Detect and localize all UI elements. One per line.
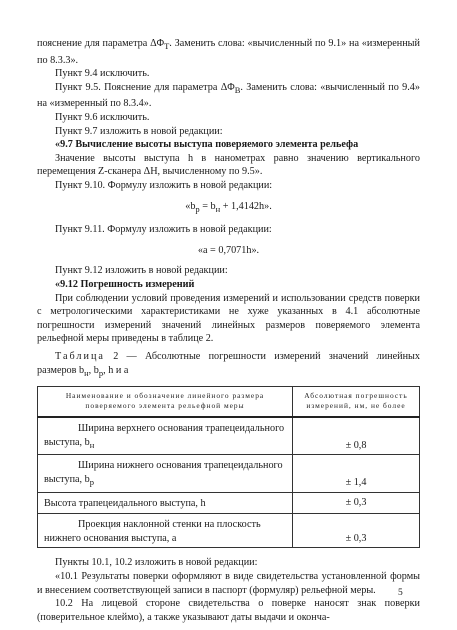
table-cell-name (38, 514, 293, 548)
table-cell-value: ± 0,3 (293, 492, 420, 514)
paragraph-10-1: «10.1 Результаты поверки оформляют в виде свидетельства установленной формы и внесением соответствующей записи в паспорт (формуляр) рельефной меры. (37, 571, 420, 596)
text-span: Высота трапецеидального выступа, h (44, 497, 206, 509)
paragraph-9-4: Пункт 9.4 исключить. (55, 68, 150, 80)
table-header-name: Наименование и обозначение линейного размера поверяемого элемента рельефной меры (38, 387, 293, 418)
paragraph-9-11: Пункт 9.11. Формулу изложить в новой редакции: (55, 224, 272, 236)
heading-9-7: «9.7 Вычисление высоты выступа поверяемого элемента рельефа (55, 139, 359, 151)
text-span: . Заменить слова: «вычисленный по 9.4» на «измеренный по 8.3.4». (37, 81, 420, 110)
table-row (38, 417, 420, 455)
table-header-row (38, 387, 420, 418)
table-row (38, 514, 420, 548)
text-span: + 1,4142h». (220, 200, 272, 212)
text-span: «b (185, 200, 196, 212)
page-body (37, 37, 420, 624)
subscript: Т (164, 41, 170, 52)
table-cell-value: ± 0,3 (293, 514, 420, 548)
table-cell-name (38, 417, 293, 455)
text-span: . Заменить слова: «вычисленный по 9.1» на «измеренный по 8.3.3». (37, 38, 420, 66)
table-row (38, 492, 420, 514)
text-span: пояснение для параметра ΔΦ (37, 38, 165, 49)
text-span: 2 — Абсолютные погрешности измерений значений линейных размеров b (37, 350, 420, 376)
text-span: Ширина верхнего основания трапецеидального выступа, b (44, 423, 285, 448)
text-span: Пункт 9.5. Пояснение для параметра ΔΦ (55, 81, 235, 93)
formula-br (37, 200, 420, 217)
text-span: = b (199, 200, 216, 212)
table-caption (37, 350, 420, 380)
text-span: Таблица (55, 350, 105, 362)
paragraph-10-2: 10.2 На лицевой стороне свидетельства о поверке наносят знак поверки (поверительное клеймо), а также указывают даты выдачи и оконча- (37, 598, 420, 623)
table-row (38, 455, 420, 492)
subscript: р (89, 477, 94, 488)
subscript: р (98, 367, 104, 378)
subscript: н (215, 203, 221, 214)
error-table (37, 386, 420, 548)
heading-9-12: «9.12 Погрешность измерений (55, 279, 195, 290)
paragraph-9-5 (37, 81, 420, 111)
subscript: н (89, 439, 95, 450)
paragraph-9-12-intro: Пункт 9.12 изложить в новой редакции: (55, 265, 228, 277)
page-number: 5 (398, 588, 403, 598)
subscript: р (195, 203, 200, 214)
text-span: Проекция наклонной стенки на плоскость нижнего основания выступа, a (44, 519, 261, 544)
paragraph-9-6: Пункт 9.6 исключить. (55, 112, 150, 124)
paragraph-9-7-intro: Пункт 9.7 изложить в новой редакции: (55, 125, 223, 137)
text-span: , b (88, 364, 99, 376)
paragraph-9-7-body: Значение высоты выступа h в нанометрах равно значению вертикального перемещения Z-сканера ΔH, вычисленному по 9.5». (37, 152, 420, 178)
formula-a: «a = 0,7071h». (197, 244, 260, 256)
paragraph-param-dphi-t (37, 37, 420, 67)
table-cell-name (38, 492, 293, 514)
text-span: , h и a (103, 364, 129, 376)
text-span: Ширина нижнего основания трапецеидального выступа, b (44, 460, 283, 485)
paragraph-9-10: Пункт 9.10. Формулу изложить в новой редакции: (55, 180, 273, 191)
paragraph-10-intro: Пункты 10.1, 10.2 изложить в новой редакции: (55, 557, 258, 569)
subscript: н (84, 367, 89, 378)
subscript: В (234, 84, 241, 95)
table-header-error: Абсолютная погрешность измерений, нм, не более (293, 387, 420, 418)
paragraph-9-12-body: При соблюдении условий проведения измерений и использовании средств поверки с метрологическими характеристиками не хуже указанных в 4.1 абсолютные погрешности измерений значений линейных размеров поверяемого элемента рельефной меры приведены в таблице 2. (37, 292, 420, 345)
table-cell-name (38, 455, 293, 492)
table-cell-value: ± 0,8 (293, 417, 420, 455)
table-cell-value: ± 1,4 (293, 455, 420, 492)
